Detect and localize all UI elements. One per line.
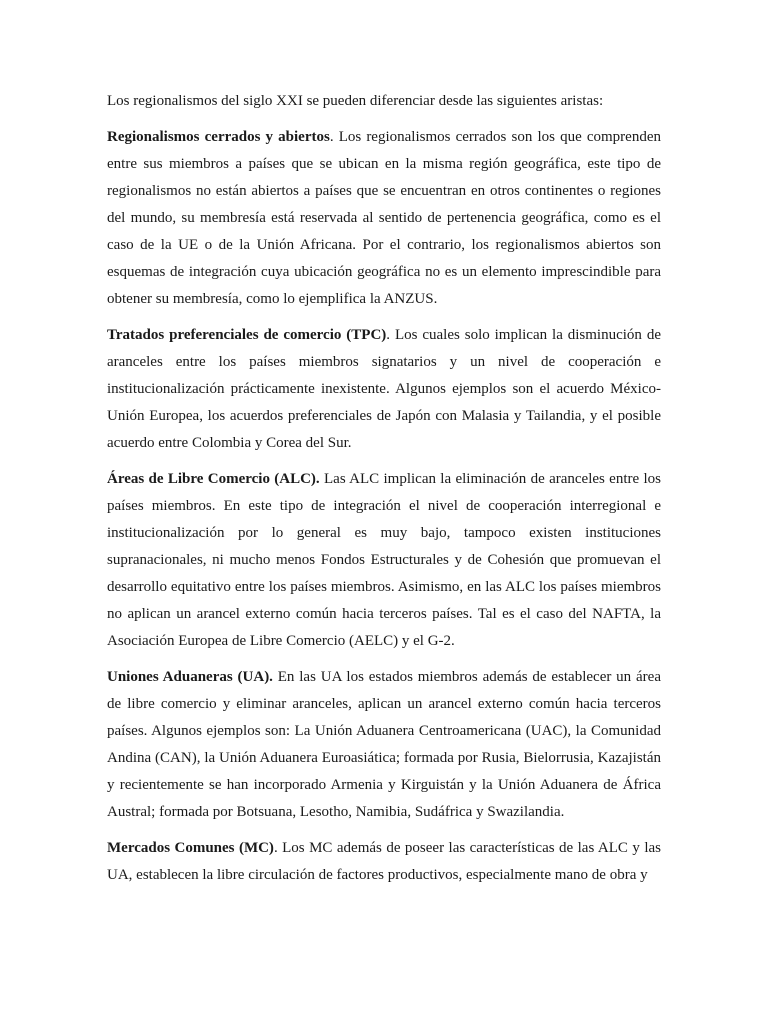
body-tpc: . Los cuales solo implican la disminución de aranceles entre los países miembros signatarios y un nivel de cooperación e institucionalización prácticamente inexistente. Algunos ejemplos son el acuerdo México-Unión Europea, los acuerdos preferenciales de Japón con Malasia y Tailandia, y el posible acuerdo entre Colombia y Corea del Sur.: [107, 327, 661, 451]
body-regionalismos: . Los regionalismos cerrados son los que comprenden entre sus miembros a países que se ubican en la misma región geográfica, este tipo de regionalismos no están abiertos a países que se encuentran en otros continentes o regiones del mundo, su membresía está reservada al sentido de pertenencia geográfica, como es el caso de la UE o de la Unión Africana. Por el contrario, los regionalismos abiertos son esquemas de integración cuya ubicación geográfica no es un elemento imprescindible para obtener su membresía, como lo ejemplifica la ANZUS.: [107, 129, 661, 307]
paragraph-regionalismos: [107, 124, 661, 313]
term-alc: Áreas de Libre Comercio (ALC).: [107, 471, 320, 487]
paragraph-alc: [107, 466, 661, 655]
paragraph-mc: [107, 835, 661, 889]
paragraph-tpc: [107, 322, 661, 457]
term-regionalismos: Regionalismos cerrados y abiertos: [107, 129, 330, 145]
body-alc: Las ALC implican la eliminación de aranceles entre los países miembros. En este tipo de integración el nivel de cooperación interregional e institucionalización por lo general es muy bajo, tampoco existen instituciones supranacionales, ni mucho menos Fondos Estructurales y de Cohesión que promuevan el desarrollo equitativo entre los países miembros. Asimismo, en las ALC los países miembros no aplican un arancel externo común hacia terceros países. Tal es el caso del NAFTA, la Asociación Europea de Libre Comercio (AELC) y el G-2.: [107, 471, 661, 649]
term-mc: Mercados Comunes (MC): [107, 840, 274, 856]
term-ua: Uniones Aduaneras (UA).: [107, 669, 273, 685]
body-mc: . Los MC además de poseer las características de las ALC y las UA, establecen la libre circulación de factores productivos, especialmente mano de obra y: [107, 840, 661, 883]
intro-paragraph: Los regionalismos del siglo XXI se pueden diferenciar desde las siguientes aristas:: [107, 93, 604, 109]
document-page: [107, 88, 661, 898]
body-ua: En las UA los estados miembros además de establecer un área de libre comercio y eliminar aranceles, aplican un arancel externo común hacia terceros países. Algunos ejemplos son: La Unión Aduanera Centroamericana (UAC), la Comunidad Andina (CAN), la Unión Aduanera Euroasiática; formada por Rusia, Bielorrusia, Kazajistán y recientemente se han incorporado Armenia y Kirguistán y la Unión Aduanera de África Austral; formada por Botsuana, Lesotho, Namibia, Sudáfrica y Swazilandia.: [107, 669, 661, 820]
paragraph-ua: [107, 664, 661, 826]
term-tpc: Tratados preferenciales de comercio (TPC): [107, 327, 387, 343]
